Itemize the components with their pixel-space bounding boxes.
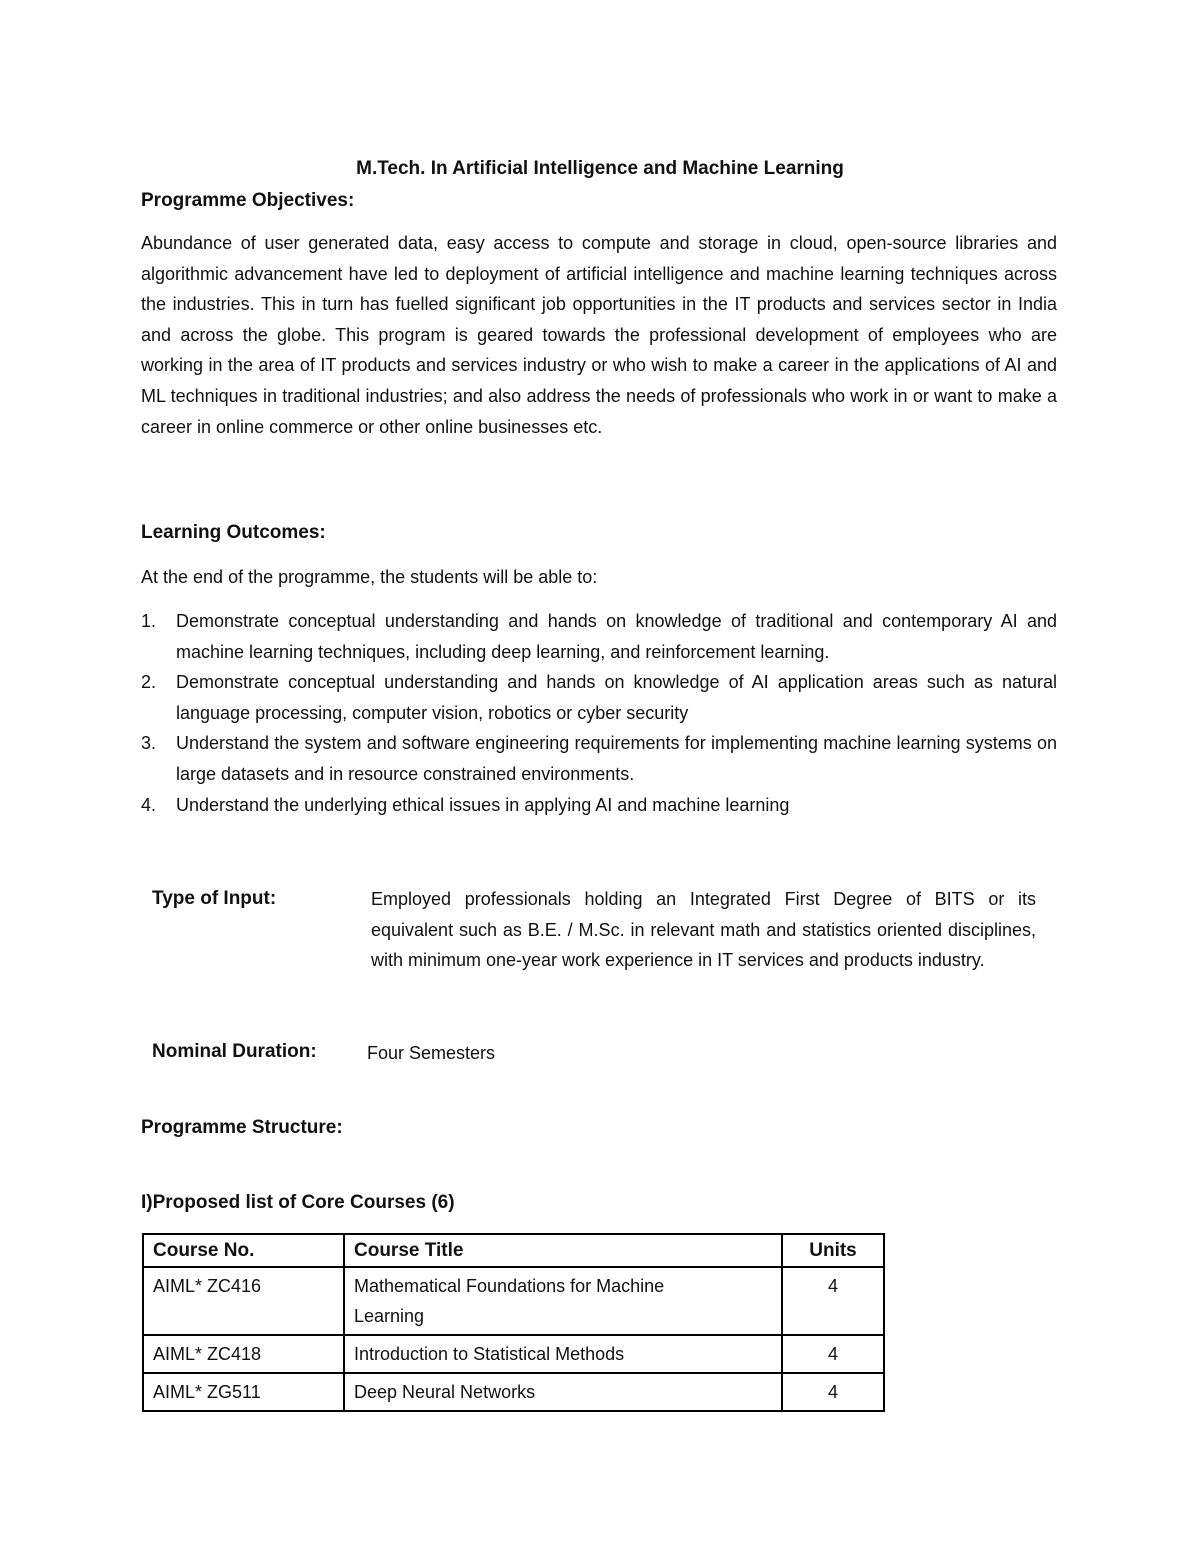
column-header-units: Units: [782, 1234, 884, 1267]
outcome-number: 2.: [141, 672, 157, 693]
duration-value: Four Semesters: [367, 1043, 496, 1063]
outcomes-intro: At the end of the programme, the students will be able to:: [141, 567, 598, 587]
course-title-text: Mathematical Foundations for Machine Learning: [354, 1276, 665, 1326]
input-label: Type of Input:: [152, 888, 277, 909]
objectives-heading: Programme Objectives:: [141, 190, 355, 211]
outcomes-list: [141, 606, 1057, 820]
outcome-text: Understand the underlying ethical issues in applying AI and machine learning: [176, 794, 790, 815]
table-row: [143, 1373, 884, 1411]
outcome-item: [141, 667, 1057, 728]
outcome-text: Understand the system and software engineering requirements for implementing machine learning systems on large datasets and in resource constrained environments.: [176, 733, 1057, 784]
course-no-cell: AIML* ZG511: [143, 1373, 344, 1411]
course-units-cell: 4: [782, 1267, 884, 1335]
course-title-cell: [344, 1267, 782, 1335]
core-courses-heading: I)Proposed list of Core Courses (6): [141, 1192, 455, 1213]
input-description: Employed professionals holding an Integrated First Degree of BITS or its equivalent such as B.E. / M.Sc. in relevant math and statistics oriented disciplines, with minimum one-year work experience in IT services and products industry.: [371, 889, 1036, 971]
outcome-number: 1.: [141, 611, 157, 631]
table-header-row: [143, 1234, 884, 1267]
page-title: M.Tech. In Artificial Intelligence and Machine Learning: [356, 157, 844, 179]
outcome-number: 4.: [141, 794, 157, 815]
course-no-cell: AIML* ZC416: [143, 1267, 344, 1335]
column-header-course-no: Course No.: [143, 1234, 344, 1267]
outcome-item: [141, 606, 1057, 667]
outcome-number: 3.: [141, 733, 157, 754]
course-title-cell: Introduction to Statistical Methods: [344, 1335, 782, 1373]
outcome-text: Demonstrate conceptual understanding and hands on knowledge of traditional and contemporary AI and machine learning techniques, including deep learning, and reinforcement learning.: [176, 611, 1057, 662]
duration-label: Nominal Duration:: [152, 1041, 317, 1062]
column-header-course-title: Course Title: [344, 1234, 782, 1267]
outcome-item: [141, 790, 1057, 821]
course-units-cell: 4: [782, 1373, 884, 1411]
core-courses-table: [142, 1233, 885, 1412]
table-row: [143, 1335, 884, 1373]
objectives-paragraph: Abundance of user generated data, easy access to compute and storage in cloud, open-source libraries and algorithmic advancement have led to deployment of artificial intelligence and machine learning techniques across the industries. This in turn has fuelled significant job opportunities in the IT products and services sector in India and across the globe. This program is geared towards the professional development of employees who are working in the area of IT products and services industry or who wish to make a career in the applications of AI and ML techniques in traditional industries; and also address the needs of professionals who work in or want to make a career in online commerce or other online businesses etc.: [141, 233, 1057, 437]
course-units-cell: 4: [782, 1335, 884, 1373]
course-no-cell: AIML* ZC418: [143, 1335, 344, 1373]
course-title-cell: Deep Neural Networks: [344, 1373, 782, 1411]
table-row: [143, 1267, 884, 1335]
outcome-text: Demonstrate conceptual understanding and hands on knowledge of AI application areas such as natural language processing, computer vision, robotics or cyber security: [176, 672, 1057, 723]
outcomes-heading: Learning Outcomes:: [141, 522, 326, 543]
outcome-item: [141, 728, 1057, 789]
structure-heading: Programme Structure:: [141, 1117, 343, 1138]
